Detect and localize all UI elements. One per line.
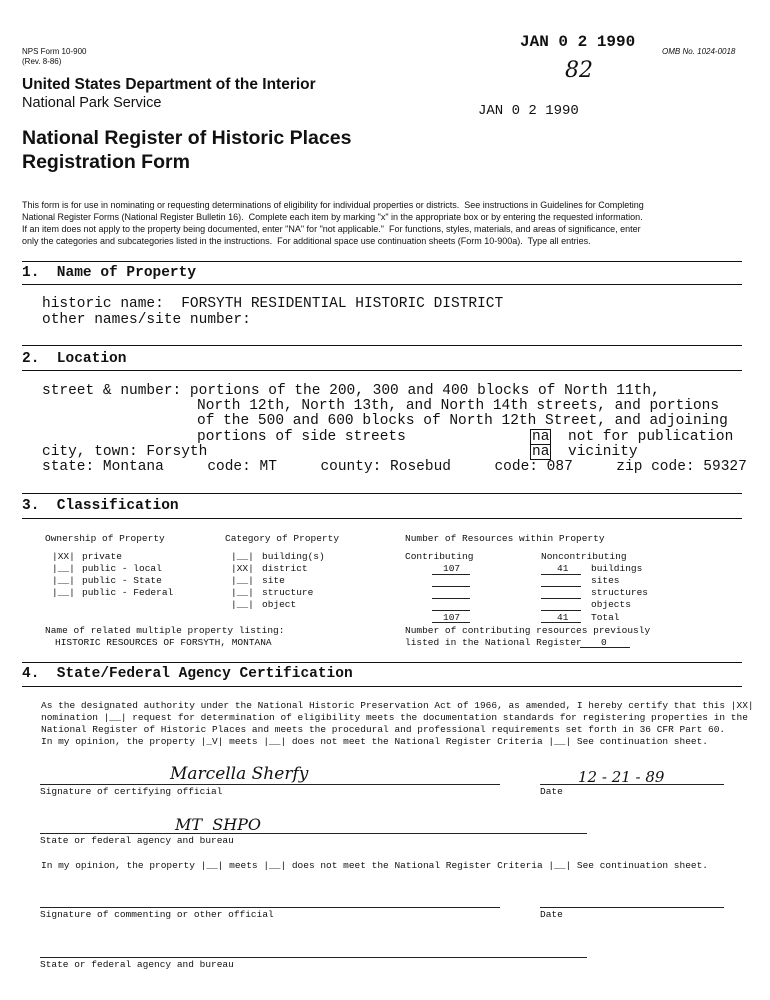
section-rule [22, 662, 742, 663]
related-listing-value: HISTORIC RESOURCES OF FORSYTH, MONTANA [55, 637, 272, 648]
date-label: Date [540, 786, 563, 797]
ownership-label: public - Federal [82, 587, 174, 598]
omb-number: OMB No. 1024-0018 [662, 47, 736, 56]
form-title: National Register of Historic Places [22, 127, 352, 149]
previously-listed-value: 0 [601, 637, 607, 648]
section-rule [22, 261, 742, 262]
ownership-label: public - local [82, 563, 162, 574]
section-rule [22, 284, 742, 285]
vicinity: vicinity [568, 444, 638, 460]
resource-label: Total [591, 612, 620, 623]
category-label: structure [262, 587, 314, 598]
category-box: |__| [231, 551, 254, 562]
blank-line [580, 647, 630, 648]
certification-line: As the designated authority under the National Historic Preservation Act of 1966, as amended, I hereby certify that this |XX| [41, 700, 754, 711]
na-checkbox-publication: na [532, 429, 550, 445]
resource-label: sites [591, 575, 620, 586]
blank-line [432, 610, 470, 611]
ownership-box: |XX| [52, 551, 75, 562]
category-label: object [262, 599, 297, 610]
date-line [540, 784, 724, 785]
historic-name: historic name: FORSYTH RESIDENTIAL HISTORIC DISTRICT [42, 296, 504, 312]
ownership-label: public - State [82, 575, 162, 586]
blank-line [541, 586, 581, 587]
blank-line [432, 598, 470, 599]
received-stamp: JAN 0 2 1990 [520, 33, 636, 51]
category-box: |__| [231, 599, 254, 610]
street-number-line2: North 12th, North 13th, and North 14th streets, and portions [197, 398, 720, 414]
street-number-line4: portions of side streets [197, 429, 406, 445]
instructions-line: only the categories and subcategories listed in the instructions. For additional space use continuation sheets (Form 10-900a). Type all entries. [22, 236, 591, 246]
blank-line [541, 610, 581, 611]
opinion-line: In my opinion, the property |__| meets |__| does not meet the National Register Criteria |__| See continuation sheet. [41, 860, 709, 871]
ownership-box: |__| [52, 575, 75, 586]
category-label: district [262, 563, 308, 574]
date-label: Date [540, 909, 563, 920]
instructions-line: If an item does not apply to the property being documented, enter "NA" for "not applicable." For functions, styles, materials, and areas of significance, enter [22, 224, 641, 234]
category-box: |__| [231, 575, 254, 586]
blank-line [541, 598, 581, 599]
section-rule [22, 370, 742, 371]
form-revision: (Rev. 8-86) [22, 57, 62, 66]
ownership-box: |__| [52, 563, 75, 574]
resources-heading: Number of Resources within Property [405, 533, 605, 544]
section2-heading: 2. Location [22, 351, 127, 367]
certification-line: National Register of Historic Places and meets the procedural and professional requirements set forth in 36 CFR Part 60. [41, 724, 726, 735]
blank-line [432, 622, 470, 623]
resource-noncontributing: 41 [557, 563, 569, 574]
resource-noncontributing: 41 [557, 612, 569, 623]
blank-line [541, 622, 581, 623]
previously-listed-label: listed in the National Register [405, 637, 582, 648]
street-number-line1: street & number: portions of the 200, 300 and 400 blocks of North 11th, [42, 383, 660, 399]
city-town: city, town: Forsyth [42, 444, 208, 460]
resource-label: buildings [591, 563, 643, 574]
date-stamp: JAN 0 2 1990 [478, 103, 579, 119]
other-names: other names/site number: [42, 312, 251, 328]
signature-line [40, 907, 500, 908]
section1-heading: 1. Name of Property [22, 265, 197, 281]
section-rule [22, 493, 742, 494]
category-label: site [262, 575, 285, 586]
section4-heading: 4. State/Federal Agency Certification [22, 666, 353, 682]
service-name: National Park Service [22, 95, 162, 111]
category-box: |__| [231, 587, 254, 598]
signature-date: 12 - 21 - 89 [578, 768, 665, 786]
blank-line [432, 586, 470, 587]
agency-label: State or federal agency and bureau [40, 959, 234, 970]
resource-contributing: 107 [443, 563, 461, 574]
resource-label: objects [591, 599, 631, 610]
agency-line [40, 957, 587, 958]
blank-line [432, 574, 470, 575]
previously-listed-label: Number of contributing resources previously [405, 625, 651, 636]
street-number-line3: of the 500 and 600 blocks of North 12th Street, and adjoining [197, 413, 728, 429]
ownership-heading: Ownership of Property [45, 533, 165, 544]
section-rule [22, 686, 742, 687]
section-rule [22, 518, 742, 519]
agency-label: State or federal agency and bureau [40, 835, 234, 846]
resource-contributing: 107 [443, 612, 461, 623]
certification-line: In my opinion, the property |_V| meets |__| does not meet the National Register Criteria |__| See continuation sheet. [41, 736, 709, 747]
not-for-publication: not for publication [568, 429, 734, 445]
handwritten-number: 82 [565, 58, 593, 83]
section3-heading: 3. Classification [22, 498, 179, 514]
instructions-line: This form is for use in nominating or requesting determinations of eligibility for individual properties or districts. See instructions in Guidelines for Completing [22, 200, 644, 210]
category-heading: Category of Property [225, 533, 340, 544]
category-box: |XX| [231, 563, 254, 574]
ownership-label: private [82, 551, 122, 562]
category-label: building(s) [262, 551, 325, 562]
agency-line [40, 833, 587, 834]
form-subtitle: Registration Form [22, 151, 190, 173]
noncontributing-heading: Noncontributing [541, 551, 627, 562]
official-signature: Marcella Sherfy [170, 764, 309, 784]
agency-handwritten: MT SHPO [175, 815, 262, 834]
resource-label: structures [591, 587, 649, 598]
contributing-heading: Contributing [405, 551, 474, 562]
signature-line [40, 784, 500, 785]
section-rule [22, 345, 742, 346]
ownership-box: |__| [52, 587, 75, 598]
related-listing-label: Name of related multiple property listing: [45, 625, 285, 636]
signature-label: Signature of certifying official [40, 786, 223, 797]
certification-line: nomination |__| request for determination of eligibility meets the documentation standards for registering properties in the [41, 712, 748, 723]
form-number: NPS Form 10-900 [22, 47, 87, 56]
commenting-signature-label: Signature of commenting or other official [40, 909, 274, 920]
na-checkbox-vicinity: na [532, 444, 550, 460]
date-line [540, 907, 724, 908]
department-name: United States Department of the Interior [22, 76, 316, 93]
blank-line [541, 574, 581, 575]
instructions-line: National Register Forms (National Register Bulletin 16). Complete each item by marking "x" in the appropriate box or by entering the requested information. [22, 212, 643, 222]
state-line: state: Montana code: MT county: Rosebud code: 087 zip code: 59327 [42, 459, 747, 475]
